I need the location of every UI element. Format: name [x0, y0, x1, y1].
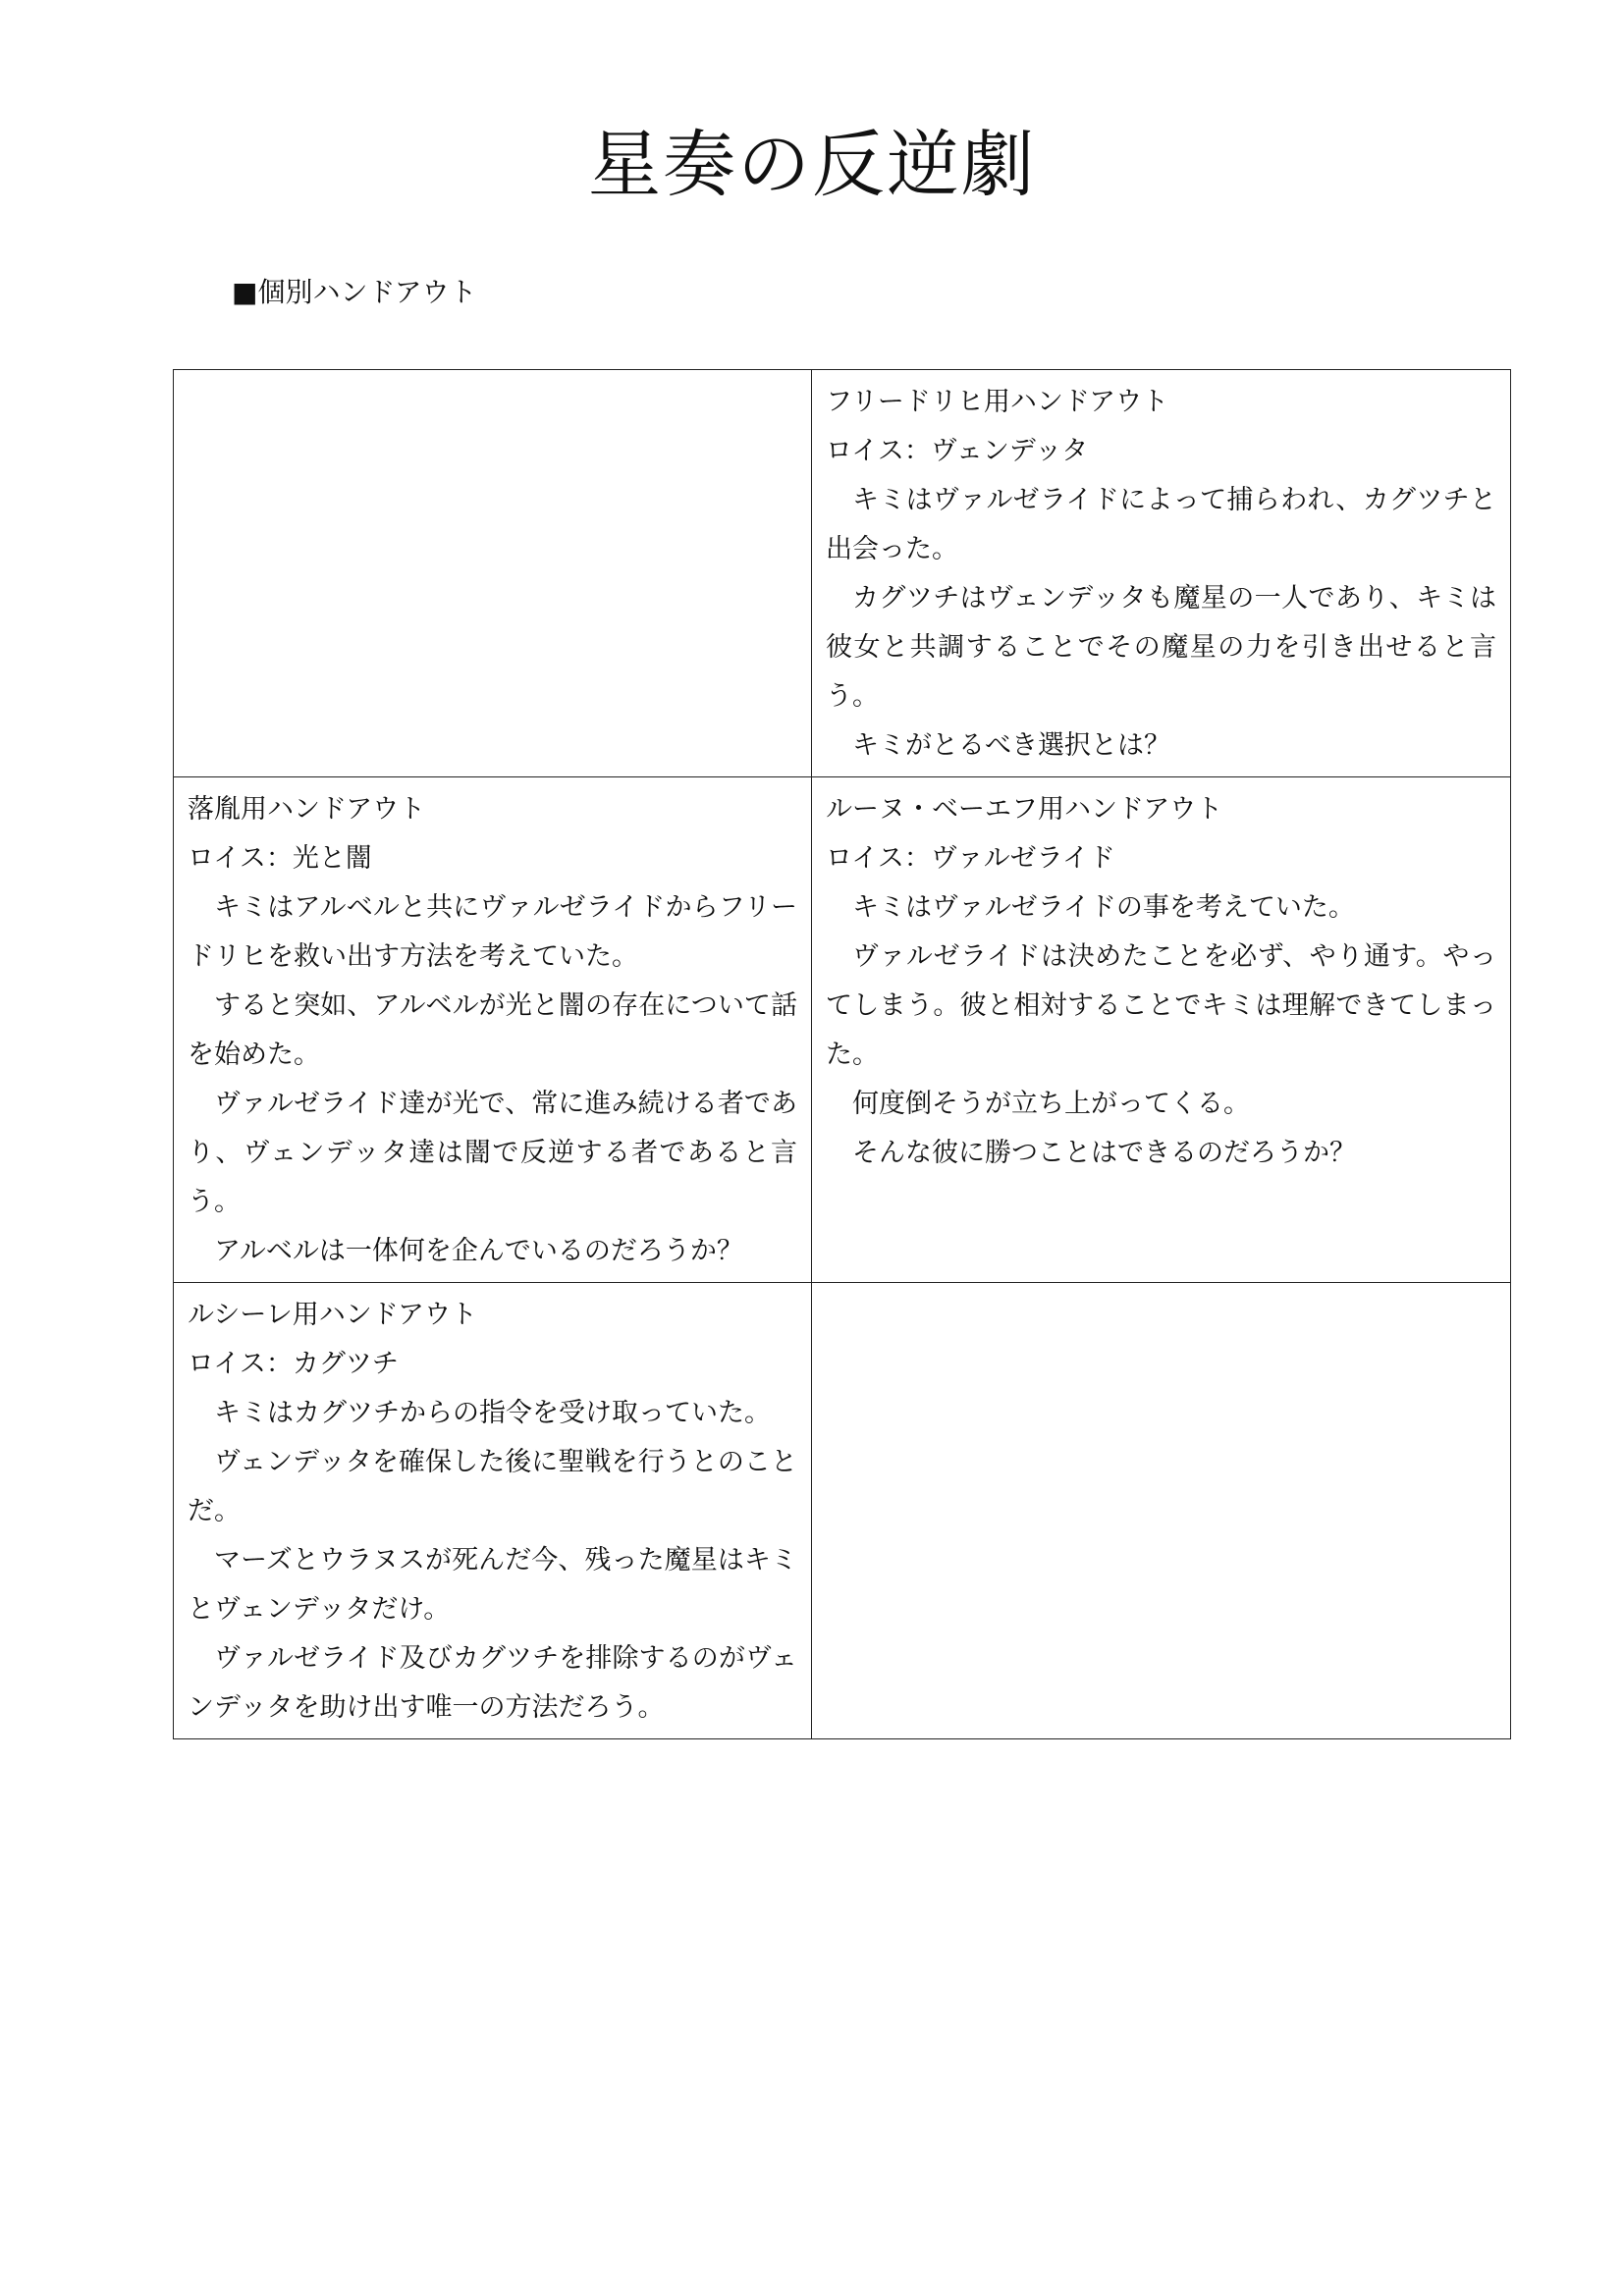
handout-paragraph: ヴァルゼライド及びカグツチを排除するのがヴェンデッタを助け出す唯一の方法だろう。	[188, 1643, 797, 1723]
handout-cell-friedrich	[812, 370, 1511, 777]
handout-cell-lucile	[174, 1283, 812, 1739]
handout-paragraph: マーズとウラヌスが死んだ今、残った魔星はキミとヴェンデッタだけ。	[188, 1545, 797, 1625]
handout-paragraph: ヴァルゼライド達が光で、常に進み続ける者であり、ヴェンデッタ達は闇で反逆する者であると言う。	[188, 1089, 797, 1217]
handout-paragraph: ヴェンデッタを確保した後に聖戦を行うとのことだ。	[188, 1447, 797, 1526]
handout-lois: ロイス：光と闇	[188, 843, 372, 874]
handout-paragraph: カグツチはヴェンデッタも魔星の一人であり、キミは彼女と共調することでその魔星の力を引き出せると言う。	[826, 583, 1496, 712]
handout-paragraph: アルベルは一体何を企んでいるのだろうか？	[214, 1236, 743, 1266]
handout-cell-rakuran	[174, 777, 812, 1283]
handout-paragraph: そんな彼に勝つことはできるのだろうか？	[852, 1138, 1356, 1168]
handout-paragraph: すると突如、アルベルが光と闇の存在について話を始めた。	[188, 990, 797, 1070]
handout-name: 落胤用ハンドアウト	[188, 794, 426, 825]
page-title: 星奏の反逆劇	[588, 123, 1036, 207]
handout-name: ルーヌ・ベーエフ用ハンドアウト	[826, 794, 1223, 825]
handout-lois: ロイス：カグツチ	[188, 1349, 399, 1379]
handout-lois: ロイス：ヴァルゼライド	[826, 843, 1115, 874]
handout-paragraph: キミはアルベルと共にヴァルゼライドからフリードリヒを救い出す方法を考えていた。	[188, 892, 797, 972]
handout-paragraph: キミはカグツチからの指令を受け取っていた。	[214, 1398, 771, 1428]
handout-paragraph: キミがとるべき選択とは？	[852, 730, 1170, 761]
handout-name: ルシーレ用ハンドアウト	[188, 1300, 477, 1330]
table-row	[174, 1283, 1511, 1739]
empty-cell-bottom-right	[812, 1283, 1511, 1739]
handout-cell-rune	[812, 777, 1511, 1283]
handout-paragraph: ヴァルゼライドは決めたことを必ず、やり通す。やってしまう。彼と相対することでキミは理解できてしまった。	[826, 941, 1496, 1070]
handout-paragraph: 何度倒そうが立ち上がってくる。	[852, 1089, 1250, 1119]
handout-table	[173, 369, 1511, 1739]
handout-paragraph: キミはヴァルゼライドの事を考えていた。	[852, 892, 1355, 923]
handout-name: フリードリヒ用ハンドアウト	[826, 387, 1169, 417]
handout-lois: ロイス：ヴェンデッタ	[826, 436, 1089, 466]
table-row	[174, 370, 1511, 777]
table-row	[174, 777, 1511, 1283]
handout-paragraph: キミはヴァルゼライドによって捕らわれ、カグツチと出会った。	[826, 485, 1496, 564]
section-heading: ■個別ハンドアウト	[232, 276, 477, 308]
empty-cell-top-left	[174, 370, 812, 777]
